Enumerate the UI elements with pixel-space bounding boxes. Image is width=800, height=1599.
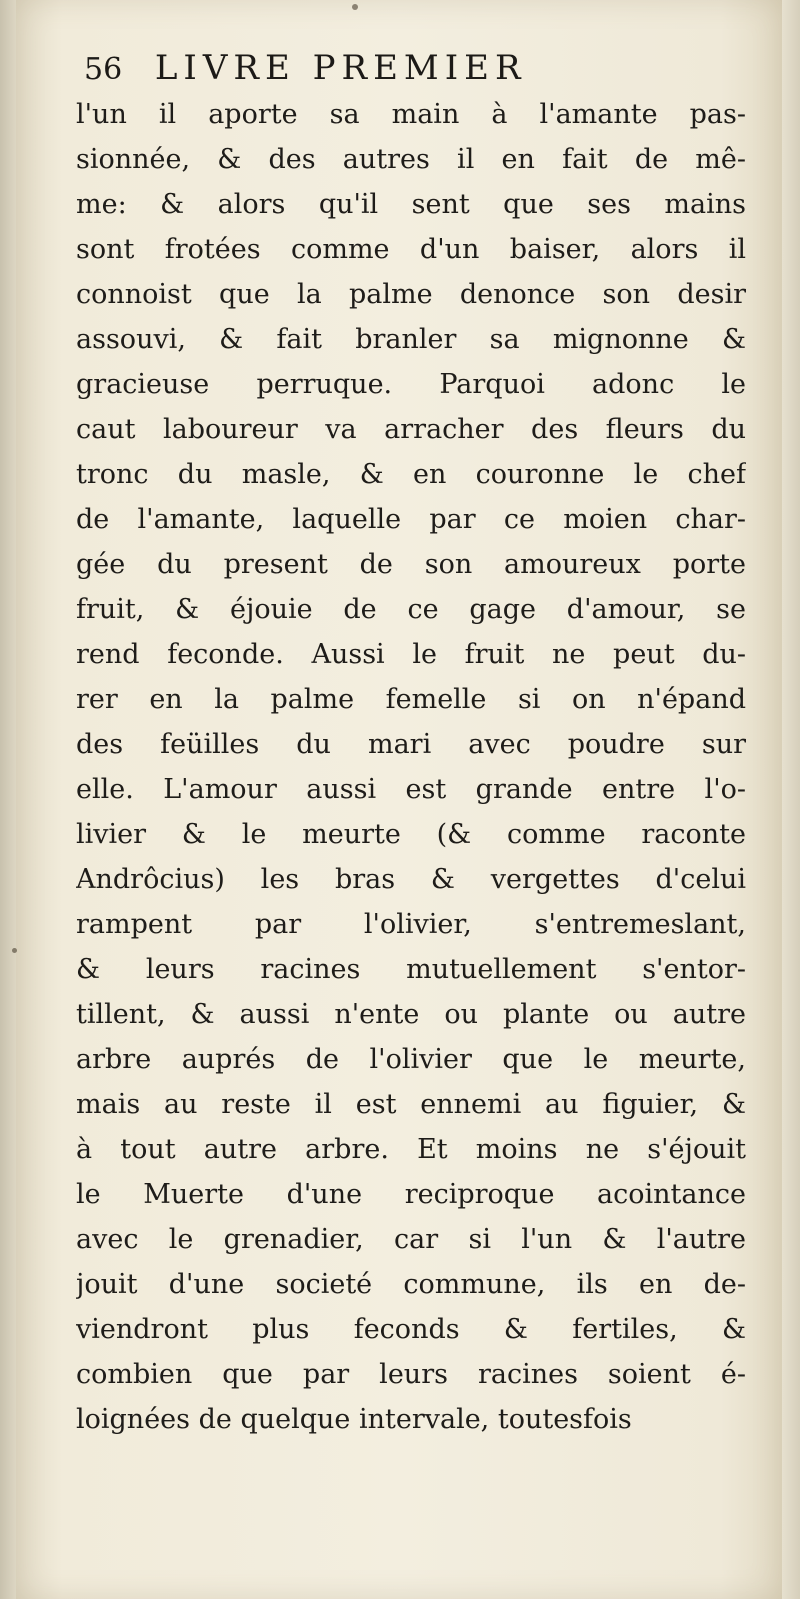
text-line: rend feconde. Aussi le fruit ne peut du- bbox=[76, 639, 746, 670]
text-line: jouit d'une societé commune, ils en de- bbox=[76, 1269, 746, 1300]
text-line: des feüilles du mari avec poudre sur bbox=[76, 729, 746, 760]
text-line: avec le grenadier, car si l'un & l'autre bbox=[76, 1224, 746, 1255]
running-head: LIVRE PREMIER bbox=[154, 48, 527, 88]
ink-spot bbox=[12, 948, 17, 953]
text-line: me: & alors qu'il sent que ses mains bbox=[76, 189, 746, 220]
page-number: 56 bbox=[84, 52, 123, 87]
text-line: assouvi, & fait branler sa mignonne & bbox=[76, 324, 746, 355]
text-line: livier & le meurte (& comme raconte bbox=[76, 819, 746, 850]
page-header bbox=[84, 44, 644, 92]
text-line: de l'amante, laquelle par ce moien char- bbox=[76, 504, 746, 535]
text-line: rampent par l'olivier, s'entremeslant, bbox=[76, 909, 746, 940]
text-line: tillent, & aussi n'ente ou plante ou autre bbox=[76, 999, 746, 1030]
text-line: Andrôcius) les bras & vergettes d'celui bbox=[76, 864, 746, 895]
text-line: gracieuse perruque. Parquoi adonc le bbox=[76, 369, 746, 400]
text-line: le Muerte d'une reciproque acointance bbox=[76, 1179, 746, 1210]
text-line: l'un il aporte sa main à l'amante pas- bbox=[76, 99, 746, 130]
text-line: combien que par leurs racines soient é- bbox=[76, 1359, 746, 1390]
ink-spot bbox=[352, 4, 358, 10]
text-line: à tout autre arbre. Et moins ne s'éjouit bbox=[76, 1134, 746, 1165]
page-right-edge bbox=[782, 0, 800, 1599]
text-line: sionnée, & des autres il en fait de mê- bbox=[76, 144, 746, 175]
text-line: tronc du masle, & en couronne le chef bbox=[76, 459, 746, 490]
text-line: & leurs racines mutuellement s'entor- bbox=[76, 954, 746, 985]
page-left-edge bbox=[0, 0, 16, 1599]
text-line: loignées de quelque intervale, toutesfois bbox=[76, 1404, 632, 1435]
text-line: fruit, & éjouie de ce gage d'amour, se bbox=[76, 594, 746, 625]
text-line: elle. L'amour aussi est grande entre l'o- bbox=[76, 774, 746, 805]
text-line: rer en la palme femelle si on n'épand bbox=[76, 684, 746, 715]
text-line: connoist que la palme denonce son desir bbox=[76, 279, 746, 310]
text-line: mais au reste il est ennemi au figuier, & bbox=[76, 1089, 746, 1120]
text-line: viendront plus feconds & fertiles, & bbox=[76, 1314, 746, 1345]
text-line: gée du present de son amoureux porte bbox=[76, 549, 746, 580]
text-line: arbre auprés de l'olivier que le meurte, bbox=[76, 1044, 746, 1075]
text-line: caut laboureur va arracher des fleurs du bbox=[76, 414, 746, 445]
text-line: sont frotées comme d'un baiser, alors il bbox=[76, 234, 746, 265]
body-text bbox=[76, 92, 746, 1442]
